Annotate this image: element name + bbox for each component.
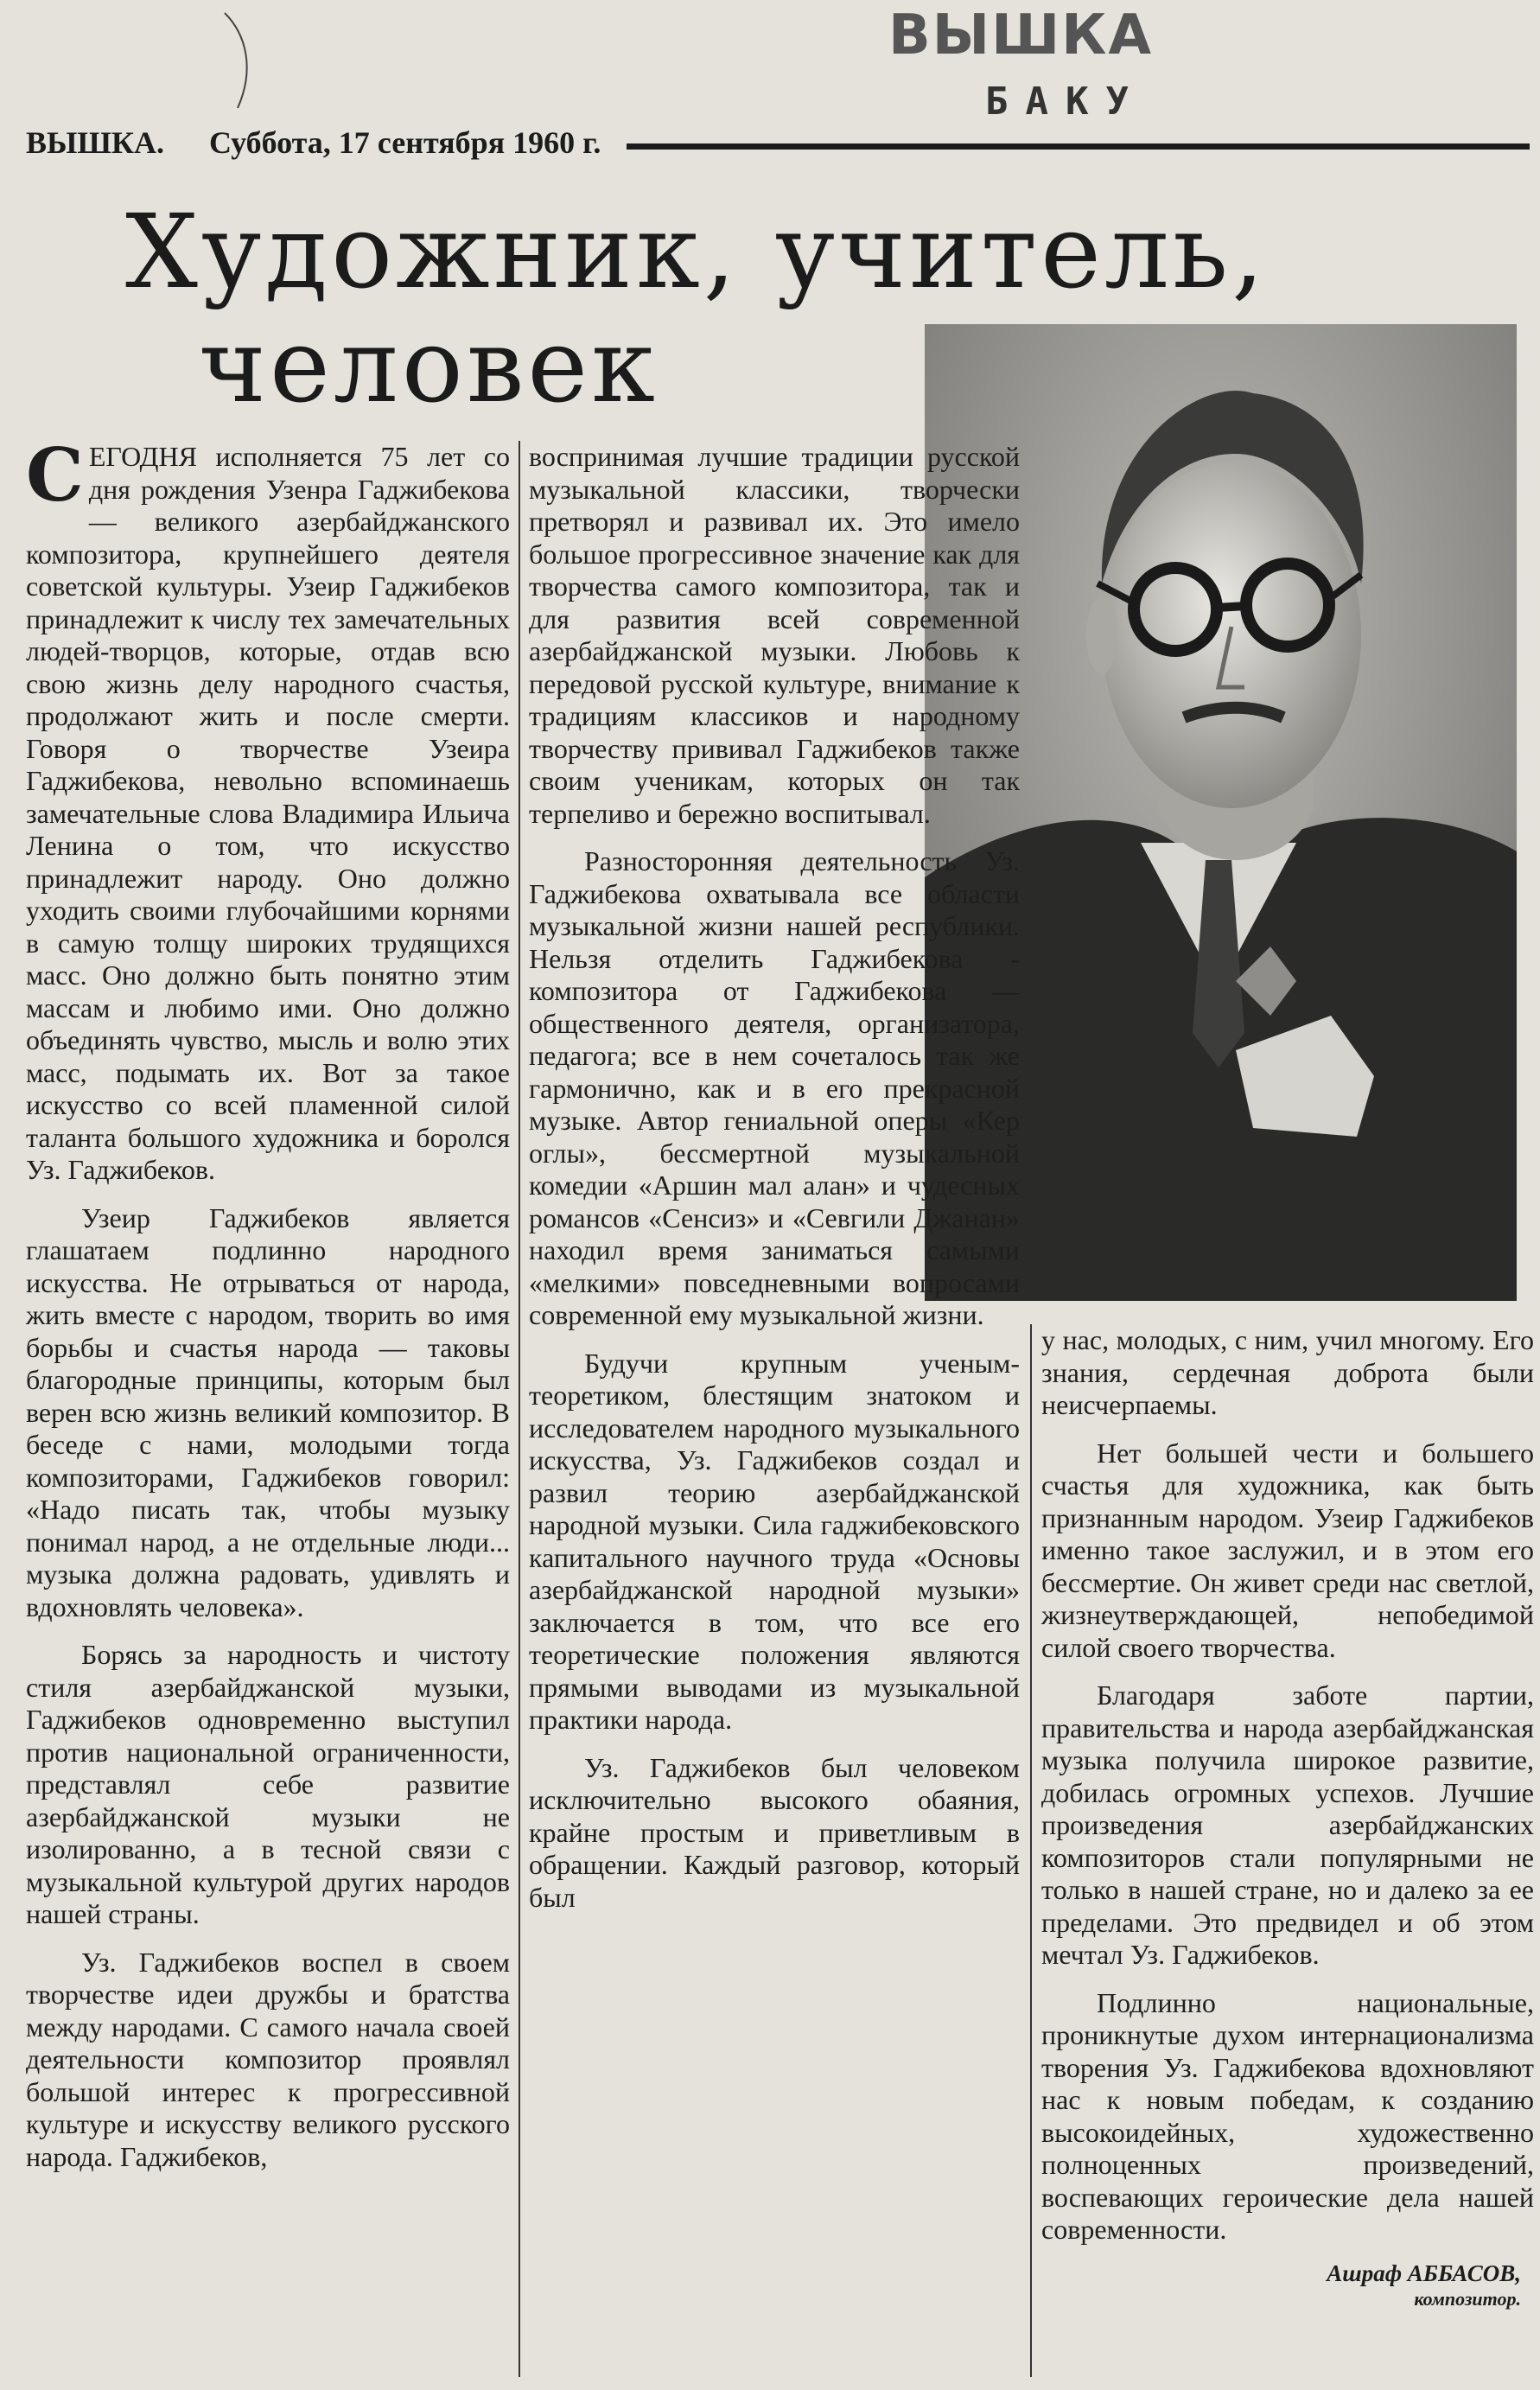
article-paragraph: Будучи крупным ученым-теоретиком, блестящим знатоком и исследователем народного музыкального искусства, Уз. Гаджибеков создал и развил теорию азербайджанской народной музыки. Сила гаджибековского капитального научного труда «Основы азербайджанской народной музыки» заключается в том, что все его теоретические положения являются прямыми выводами из музыкальной практики народа. bbox=[529, 1347, 1020, 1735]
article-paragraph: Благодаря заботе партии, правительства и народа азербайджанская музыка получила широкое развитие, добилась огромных успехов. Лучшие произведения азербайджанских композиторов стали популярными не только в нашей стране, но и далеко за ее пределами. Это предвидел и об этом мечтал Уз. Гаджибеков. bbox=[1041, 1679, 1534, 1970]
dateline-date: Суббота, 17 сентября 1960 г. bbox=[209, 125, 601, 160]
article-paragraph: Узеир Гаджибеков является глашатаем подлинно народного искусства. Не отрываться от народа, жить вместе с народом, творить во имя борьбы и счастья народа — таковы благородные принципы, которым был верен всю жизнь великий композитор. В беседе с нами, молодыми тогда композиторами, Гаджибеков говорил: «Надо писать так, чтобы музыку понимал народ, а не отдельные люди... музыка должна радовать, удивлять и вдохновлять человека». bbox=[26, 1201, 510, 1622]
article-paragraph: Разносторонняя деятельность Уз. Гаджибекова охватывала все области музыкальной жизни нашей республики. Нельзя отделить Гаджибекова - композитора от Гаджибекова — общественного деятеля, организатора, педагога; все в нем сочеталось так же гармонично, как и в его прекрасной музыке. Автор гениальной оперы «Кер оглы», бессмертной музыкальной комедии «Аршин мал алан» и чудесных романсов «Сенсиз» и «Севгили Джанан» находил время заниматься самыми «мелкими» повседневными вопросами современной ему музыкальной жизни. bbox=[529, 845, 1020, 1330]
column-divider bbox=[519, 441, 520, 2377]
article-paragraph: СЕГОДНЯ исполняется 75 лет со дня рождения Узенра Гаджибекова — великого азербайджанского композитора, крупнейшего деятеля советской культуры. Узеир Гаджибеков принадлежит к числу тех замечательных людей-творцов, которые, отдав всю свою жизнь делу народного счастья, продолжают жить и после смерти. Говоря о творчестве Узеира Гаджибекова, невольно вспоминаешь замечательные слова Владимира Ильича Ленина о том, что искусство принадлежит народу. Оно должно уходить своими глубочайшими корнями в самую толщу широких трудящихся масс. Оно должно быть понятно этим массам и любимо ими. Оно должно объединять чувство, мысль и волю этих масс, подымать их. Вот за такое искусство со всей пламенной силой таланта большого художника и боролся Уз. Гаджибеков. bbox=[26, 432, 510, 1185]
newspaper-stamp-name: ВЫШКА bbox=[888, 3, 1153, 67]
pen-mark bbox=[220, 9, 264, 112]
article-column-1 bbox=[26, 432, 510, 2189]
headline-line2: человек bbox=[199, 306, 659, 425]
dateline bbox=[26, 121, 1530, 164]
dateline-paper: ВЫШКА. bbox=[26, 125, 164, 160]
newspaper-stamp-city: БАКУ bbox=[985, 80, 1146, 124]
article-paragraph: Уз. Гаджибеков был человеком исключительно высокого обаяния, крайне простым и приветливым в обращении. Каждый разговор, который был bbox=[529, 1751, 1020, 1913]
drop-cap: С bbox=[26, 432, 84, 518]
article-paragraph: Подлинно национальные, проникнутые духом интернационализма творения Уз. Гаджибекова вдохновляют нас к новым победам, к созданию высокоидейных, художественно полноценных произведений, воспевающих героические дела нашей современности. bbox=[1041, 1986, 1534, 2245]
column-divider bbox=[1030, 1324, 1032, 2377]
article-column-2 bbox=[529, 441, 1020, 1929]
article-paragraph: Нет большей чести и большего счастья для художника, как быть признанным народом. Узеир Гаджибеков именно такое заслужил, и в этом его бессмертие. Он живет среди нас светлой, жизнеутверждающей, непобедимой силой своего творчества. bbox=[1041, 1437, 1534, 1663]
author-name: Ашраф АББАСОВ, bbox=[1327, 2260, 1521, 2286]
headline-line1: Художник, учитель, bbox=[125, 192, 1268, 311]
article-paragraph: воспринимая лучшие традиции русской музыкальной классики, творчески претворял и развивал их. Это имело большое прогрессивное значение как для творчества самого композитора, так и для развития всей современной азербайджанской музыки. Любовь к передовой русской культуре, внимание к традициям классиков и народному творчеству прививал Гаджибеков также своим ученикам, которых он так терпеливо и бережно воспитывал. bbox=[529, 441, 1020, 829]
article-paragraph: Борясь за народность и чистоту стиля азербайджанской музыки, Гаджибеков одновременно выступил против национальной ограниченности, представлял себе развитие азербайджанской музыки не изолированно, а в тесной связи с музыкальной культурой других народов нашей страны. bbox=[26, 1639, 510, 1929]
author-role: композитор. bbox=[1414, 2288, 1521, 2310]
article-column-3 bbox=[1041, 1324, 1534, 2262]
article-paragraph: у нас, молодых, с ним, учил многому. Его знания, сердечная доброта были неисчерпаемы. bbox=[1041, 1324, 1534, 1420]
article-paragraph: Уз. Гаджибеков воспел в своем творчестве идеи дружбы и братства между народами. С самого начала своей деятельности композитор проявлял большой интерес к прогрессивной культуре и искусству великого русского народа. Гаджибеков, bbox=[26, 1946, 510, 2172]
author-signature bbox=[1244, 2260, 1521, 2312]
dateline-rule bbox=[627, 143, 1530, 150]
